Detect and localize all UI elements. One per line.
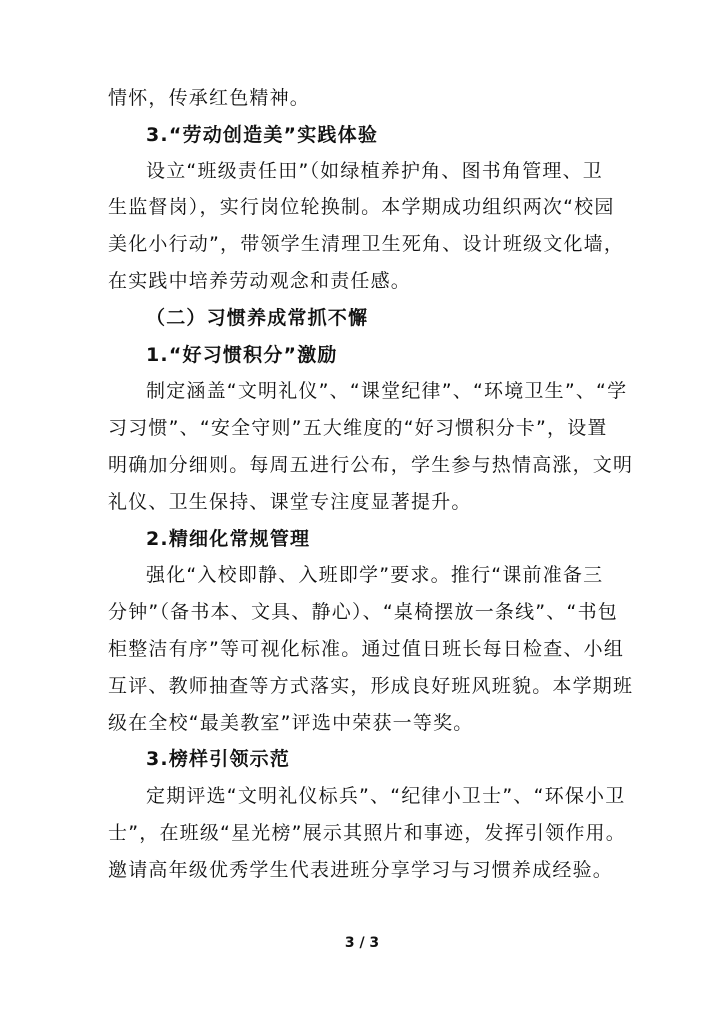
section-heading: （二）习惯养成常抓不懈 xyxy=(146,307,369,329)
paragraph-line: 礼仪、卫生保持、课堂专注度显著提升。 xyxy=(108,491,472,513)
paragraph-line: 分钟”（备书本、文具、静心）、“桌椅摆放一条线”、“书包 xyxy=(108,601,618,623)
section-heading: 2.精细化常规管理 xyxy=(146,528,311,550)
paragraph-line: 强化“入校即静、入班即学”要求。推行“课前准备三 xyxy=(146,564,604,586)
paragraph-line: 设立“班级责任田”（如绿植养护角、图书角管理、卫 xyxy=(146,160,603,182)
paragraph-line: 定期评选“文明礼仪标兵”、“纪律小卫士”、“环保小卫 xyxy=(146,785,626,807)
paragraph-line: 互评、教师抽查等方式落实，形成良好班风班貌。本学期班 xyxy=(108,675,634,697)
paragraph-line: 柜整洁有序”等可视化标准。通过值日班长每日检查、小组 xyxy=(108,638,625,660)
paragraph-line: 美化小行动”，带领学生清理卫生死角、设计班级文化墙， xyxy=(108,233,625,255)
paragraph-line: 在实践中培养劳动观念和责任感。 xyxy=(108,270,412,292)
paragraph-line: 级在全校“最美教室”评选中荣获一等奖。 xyxy=(108,712,474,734)
paragraph-line: 明确加分细则。每周五进行公布，学生参与热情高涨，文明 xyxy=(108,454,634,476)
paragraph-line: 制定涵盖“文明礼仪”、“课堂纪律”、“环境卫生”、“学 xyxy=(146,380,628,402)
paragraph-line: 生监督岗），实行岗位轮换制。本学期成功组织两次“校园 xyxy=(108,196,615,218)
paragraph-line: 士”，在班级“星光榜”展示其照片和事迹，发挥引领作用。 xyxy=(108,822,626,844)
paragraph-line: 邀请高年级优秀学生代表进班分享学习与习惯养成经验。 xyxy=(108,859,614,881)
section-heading: 1.“好习惯积分”激励 xyxy=(146,344,338,366)
paragraph-line: 习习惯”、“安全守则”五大维度的“好习惯积分卡”，设置 xyxy=(108,417,608,439)
page-number: 3 / 3 xyxy=(344,935,380,951)
section-heading: 3.“劳动创造美”实践体验 xyxy=(146,124,379,146)
section-heading: 3.榜样引领示范 xyxy=(146,748,291,770)
paragraph-line: 情怀，传承红色精神。 xyxy=(108,87,311,109)
